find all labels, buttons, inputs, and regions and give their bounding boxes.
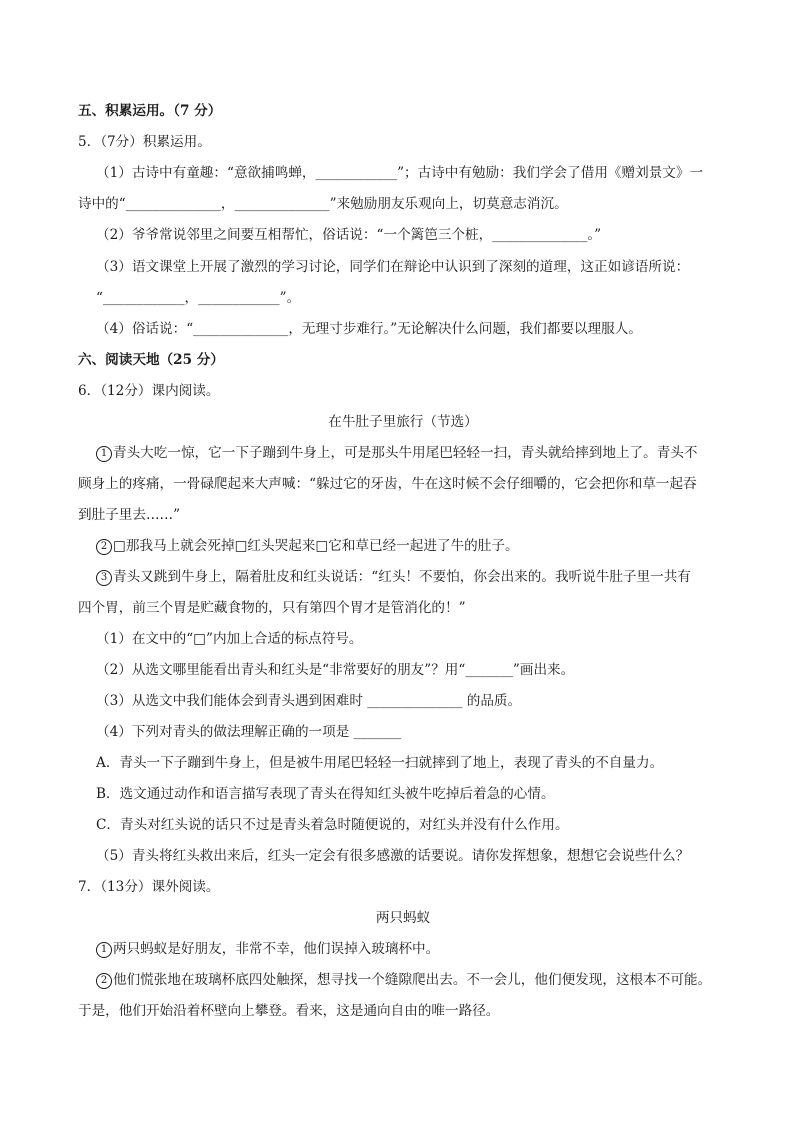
- q6-para-3-line-2: 四个胃，前三个胃是贮藏食物的，只有第四个胃才是管消化的！”: [78, 600, 466, 616]
- paragraph-number: 1: [96, 942, 112, 958]
- q6-para-2: 2 □那我马上就会死掉□红头哭起来□它和草已经一起进了牛的肚子。: [96, 536, 728, 556]
- question-7-stem: 7．（13分）课外阅读。: [78, 879, 220, 895]
- q6-question-5: （5）青头将红头救出来后，红头一定会有很多感激的话要说。请你发挥想象，想想它会说些什么？: [96, 848, 690, 864]
- question-5-stem: 5．（7分）积累运用。: [78, 134, 211, 150]
- paragraph-number: 3: [96, 570, 112, 586]
- section-5-heading: 五、积累运用。（7 分）: [78, 103, 222, 119]
- q6-option-b: B．选文通过动作和语言描写表现了青头在得知红头被牛吃掉后着急的心情。: [96, 786, 555, 802]
- q7-para-2-line-1: 2 他们慌张地在玻璃杯底四处触探，想寻找一个缝隙爬出去。不一会儿，他们便发现，这根本不可能。: [96, 970, 728, 990]
- q7-para-1: 1 两只蚂蚁是好朋友，非常不幸，他们误掉入玻璃杯中。: [96, 939, 728, 959]
- q7-para-2-line-2: 于是，他们开始沿着杯壁向上攀登。看来，这是通向自由的唯一路径。: [78, 1003, 500, 1019]
- section-6-heading: 六、阅读天地（25 分）: [78, 352, 224, 368]
- q5-item-1-cont: 诗中的“______________，______________”来勉励朋友乐观向上，切莫意志消沉。: [78, 196, 568, 212]
- q6-question-4: （4）下列对青头的做法理解正确的一项是 _______: [96, 724, 402, 740]
- q6-question-1: （1）在文中的“□”内加上合适的标点符号。: [96, 631, 363, 647]
- q5-item-2: （2）爷爷常说邻里之间要互相帮忙，俗话说：“一个篱笆三个桩，______________。”: [96, 227, 602, 243]
- q5-item-4: （4）俗话说：“______________，无理寸步难行。”无论解决什么问题，我们都要以理服人。: [96, 321, 642, 337]
- q6-para-1-line-2: 顾身上的疼痛，一骨碌爬起来大声喊：“躲过它的牙齿，牛在这时候不会仔细嚼的，它会把你和草一起吞: [78, 476, 697, 492]
- q6-question-2: （2）从选文哪里能看出青头和红头是“非常要好的朋友”？用“_______”画出来。: [96, 662, 575, 678]
- q6-para-1-line-1: 1 青头大吃一惊，它一下子蹦到牛身上，可是那头牛用尾巴轻轻一扫，青头就给摔到地上了。青头不: [96, 443, 728, 463]
- q6-para-1-line-3: 到肚子里去……”: [78, 507, 181, 523]
- question-6-stem: 6．（12分）课内阅读。: [78, 383, 220, 399]
- paragraph-number: 2: [96, 539, 112, 555]
- passage-title-1: 在牛肚子里旅行（节选）: [328, 414, 478, 430]
- paragraph-number: 2: [96, 973, 112, 989]
- q6-para-3-line-1: 3 青头又跳到牛身上，隔着肚皮和红头说话：“红头！不要怕，你会出来的。我听说牛肚子里一共有: [96, 567, 728, 587]
- q6-option-c: C．青头对红头说的话只不过是青头着急时随便说的，对红头并没有什么作用。: [96, 817, 569, 833]
- paragraph-number: 1: [96, 446, 112, 462]
- passage-title-2: 两只蚂蚁: [375, 910, 431, 926]
- q6-question-3: （3）从选文中我们能体会到青头遇到困难时 ______________ 的品质。: [96, 693, 522, 709]
- q5-item-3-cont: “____________，____________”。: [96, 290, 301, 306]
- q6-option-a: A．青头一下子蹦到牛身上，但是被牛用尾巴轻轻一扫就摔到了地上，表现了青头的不自量力。: [96, 755, 664, 771]
- q5-item-1: （1）古诗中有童趣：“意欲捕鸣蝉，____________”；古诗中有勉励：我们学会了借用《赠刘景文》一: [96, 165, 704, 181]
- q5-item-3: （3）语文课堂上开展了激烈的学习讨论，同学们在辩论中认识到了深刻的道理，这正如谚语所说：: [96, 259, 690, 275]
